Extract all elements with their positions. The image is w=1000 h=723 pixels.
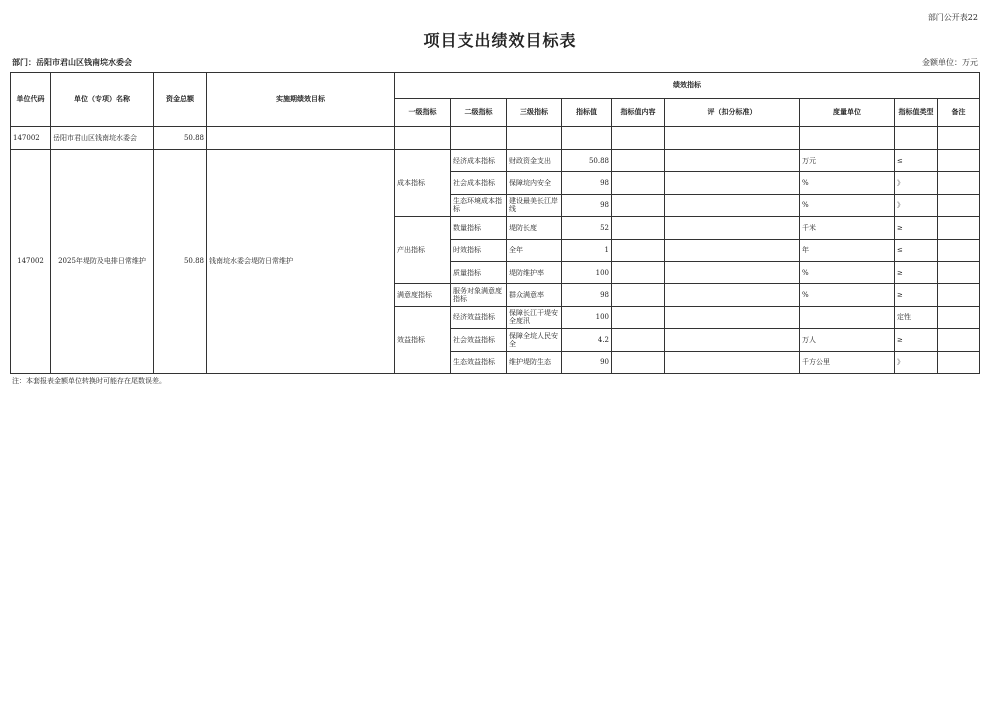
measure-unit-cell: % (800, 172, 895, 194)
report-number-label: 部门公开表22 (927, 13, 978, 22)
empty-cell (395, 127, 451, 150)
measure-unit-cell: 万元 (800, 150, 895, 172)
value-type-cell: 》 (895, 351, 938, 373)
scoring-cell (665, 351, 800, 373)
empty-cell (800, 127, 895, 150)
value-cell: 98 (562, 172, 612, 194)
empty-cell (938, 127, 980, 150)
footnote: 注：本套报表金额单位转换时可能存在尾数误差。 (12, 377, 166, 385)
value-cell: 52 (562, 217, 612, 239)
header-row-1 (11, 73, 980, 99)
level3-cell: 群众满意率 (507, 284, 562, 306)
value-type-cell: ≤ (895, 150, 938, 172)
value-type-cell: ≥ (895, 329, 938, 351)
remark-cell (938, 194, 980, 216)
value-content-cell (612, 306, 665, 328)
unit-summary-row (11, 127, 980, 150)
level1-cell: 满意度指标 (395, 284, 451, 306)
remark-cell (938, 172, 980, 194)
value-content-cell (612, 172, 665, 194)
value-content-cell (612, 239, 665, 261)
scoring-cell (665, 261, 800, 283)
header-level2: 二级指标 (451, 99, 507, 127)
measure-unit-cell: % (800, 194, 895, 216)
header-performance-indicator: 绩效指标 (395, 73, 980, 99)
remark-cell (938, 284, 980, 306)
remark-cell (938, 351, 980, 373)
header-measure-unit: 度量单位 (800, 99, 895, 127)
empty-cell (207, 127, 395, 150)
value-content-cell (612, 194, 665, 216)
empty-cell (665, 127, 800, 150)
department-label: 部门：岳阳市君山区钱南垸水委会 (12, 57, 132, 67)
value-content-cell (612, 351, 665, 373)
indicator-row (11, 150, 980, 172)
header-level1: 一级指标 (395, 99, 451, 127)
header-total-fund: 资金总额 (154, 73, 207, 127)
header-value-content: 指标值内容 (612, 99, 665, 127)
scoring-cell (665, 329, 800, 351)
level3-cell: 财政资金支出 (507, 150, 562, 172)
value-content-cell (612, 284, 665, 306)
remark-cell (938, 150, 980, 172)
header-value: 指标值 (562, 99, 612, 127)
remark-cell (938, 329, 980, 351)
value-cell: 4.2 (562, 329, 612, 351)
unit-name-cell: 岳阳市君山区钱南垸水委会 (51, 127, 154, 150)
level2-cell: 生态效益指标 (451, 351, 507, 373)
level3-cell: 堤防维护率 (507, 261, 562, 283)
level3-cell: 堤防长度 (507, 217, 562, 239)
level3-cell: 维护堤防生态 (507, 351, 562, 373)
value-type-cell: 》 (895, 194, 938, 216)
scoring-cell (665, 306, 800, 328)
value-cell: 100 (562, 306, 612, 328)
value-content-cell (612, 217, 665, 239)
value-cell: 98 (562, 284, 612, 306)
header-level3: 三级指标 (507, 99, 562, 127)
level3-cell: 全年 (507, 239, 562, 261)
level2-cell: 社会成本指标 (451, 172, 507, 194)
level2-cell: 质量指标 (451, 261, 507, 283)
project-fund-cell: 50.88 (154, 150, 207, 374)
header-scoring: 评（扣分标准） (665, 99, 800, 127)
header-unit-name: 单位（专项）名称 (51, 73, 154, 127)
value-cell: 90 (562, 351, 612, 373)
value-type-cell: ≤ (895, 239, 938, 261)
level2-cell: 数量指标 (451, 217, 507, 239)
value-content-cell (612, 261, 665, 283)
header-period-goal: 实施期绩效目标 (207, 73, 395, 127)
value-content-cell (612, 329, 665, 351)
level2-cell: 时效指标 (451, 239, 507, 261)
measure-unit-cell: 千米 (800, 217, 895, 239)
empty-cell (895, 127, 938, 150)
level3-cell: 保障全垸人民安全 (507, 329, 562, 351)
project-code-cell: 147002 (11, 150, 51, 374)
level2-cell: 生态环境成本指标 (451, 194, 507, 216)
empty-cell (562, 127, 612, 150)
scoring-cell (665, 150, 800, 172)
scoring-cell (665, 284, 800, 306)
level2-cell: 经济成本指标 (451, 150, 507, 172)
unit-fund-cell: 50.88 (154, 127, 207, 150)
value-type-cell: ≥ (895, 284, 938, 306)
performance-table (10, 72, 980, 374)
page-title: 项目支出绩效目标表 (423, 31, 577, 50)
header-value-type: 指标值类型 (895, 99, 938, 127)
project-goal-cell: 钱南垸水委会堤防日常维护 (207, 150, 395, 374)
value-cell: 98 (562, 194, 612, 216)
value-type-cell: ≥ (895, 217, 938, 239)
level2-cell: 服务对象满意度指标 (451, 284, 507, 306)
level3-cell: 建设最美长江岸线 (507, 194, 562, 216)
measure-unit-cell: 千方公里 (800, 351, 895, 373)
remark-cell (938, 217, 980, 239)
value-cell: 50.88 (562, 150, 612, 172)
level2-cell: 经济效益指标 (451, 306, 507, 328)
level3-cell: 保障垸内安全 (507, 172, 562, 194)
header-unit-code: 单位代码 (11, 73, 51, 127)
empty-cell (612, 127, 665, 150)
value-type-cell: ≥ (895, 261, 938, 283)
scoring-cell (665, 239, 800, 261)
value-type-cell: 》 (895, 172, 938, 194)
level1-cell: 成本指标 (395, 150, 451, 217)
scoring-cell (665, 217, 800, 239)
measure-unit-cell: % (800, 261, 895, 283)
scoring-cell (665, 172, 800, 194)
unit-code-cell: 147002 (11, 127, 51, 150)
amount-unit-label: 金额单位：万元 (922, 58, 978, 67)
value-type-cell: 定性 (895, 306, 938, 328)
measure-unit-cell: 万人 (800, 329, 895, 351)
header-remark: 备注 (938, 99, 980, 127)
empty-cell (507, 127, 562, 150)
empty-cell (451, 127, 507, 150)
level1-cell: 效益指标 (395, 306, 451, 373)
level3-cell: 保障长江干堤安全度汛 (507, 306, 562, 328)
remark-cell (938, 261, 980, 283)
level2-cell: 社会效益指标 (451, 329, 507, 351)
scoring-cell (665, 194, 800, 216)
measure-unit-cell: % (800, 284, 895, 306)
remark-cell (938, 239, 980, 261)
value-content-cell (612, 150, 665, 172)
measure-unit-cell: 年 (800, 239, 895, 261)
level1-cell: 产出指标 (395, 217, 451, 284)
project-name-cell: 2025年堤防及电排日常维护 (51, 150, 154, 374)
measure-unit-cell (800, 306, 895, 328)
remark-cell (938, 306, 980, 328)
value-cell: 1 (562, 239, 612, 261)
value-cell: 100 (562, 261, 612, 283)
